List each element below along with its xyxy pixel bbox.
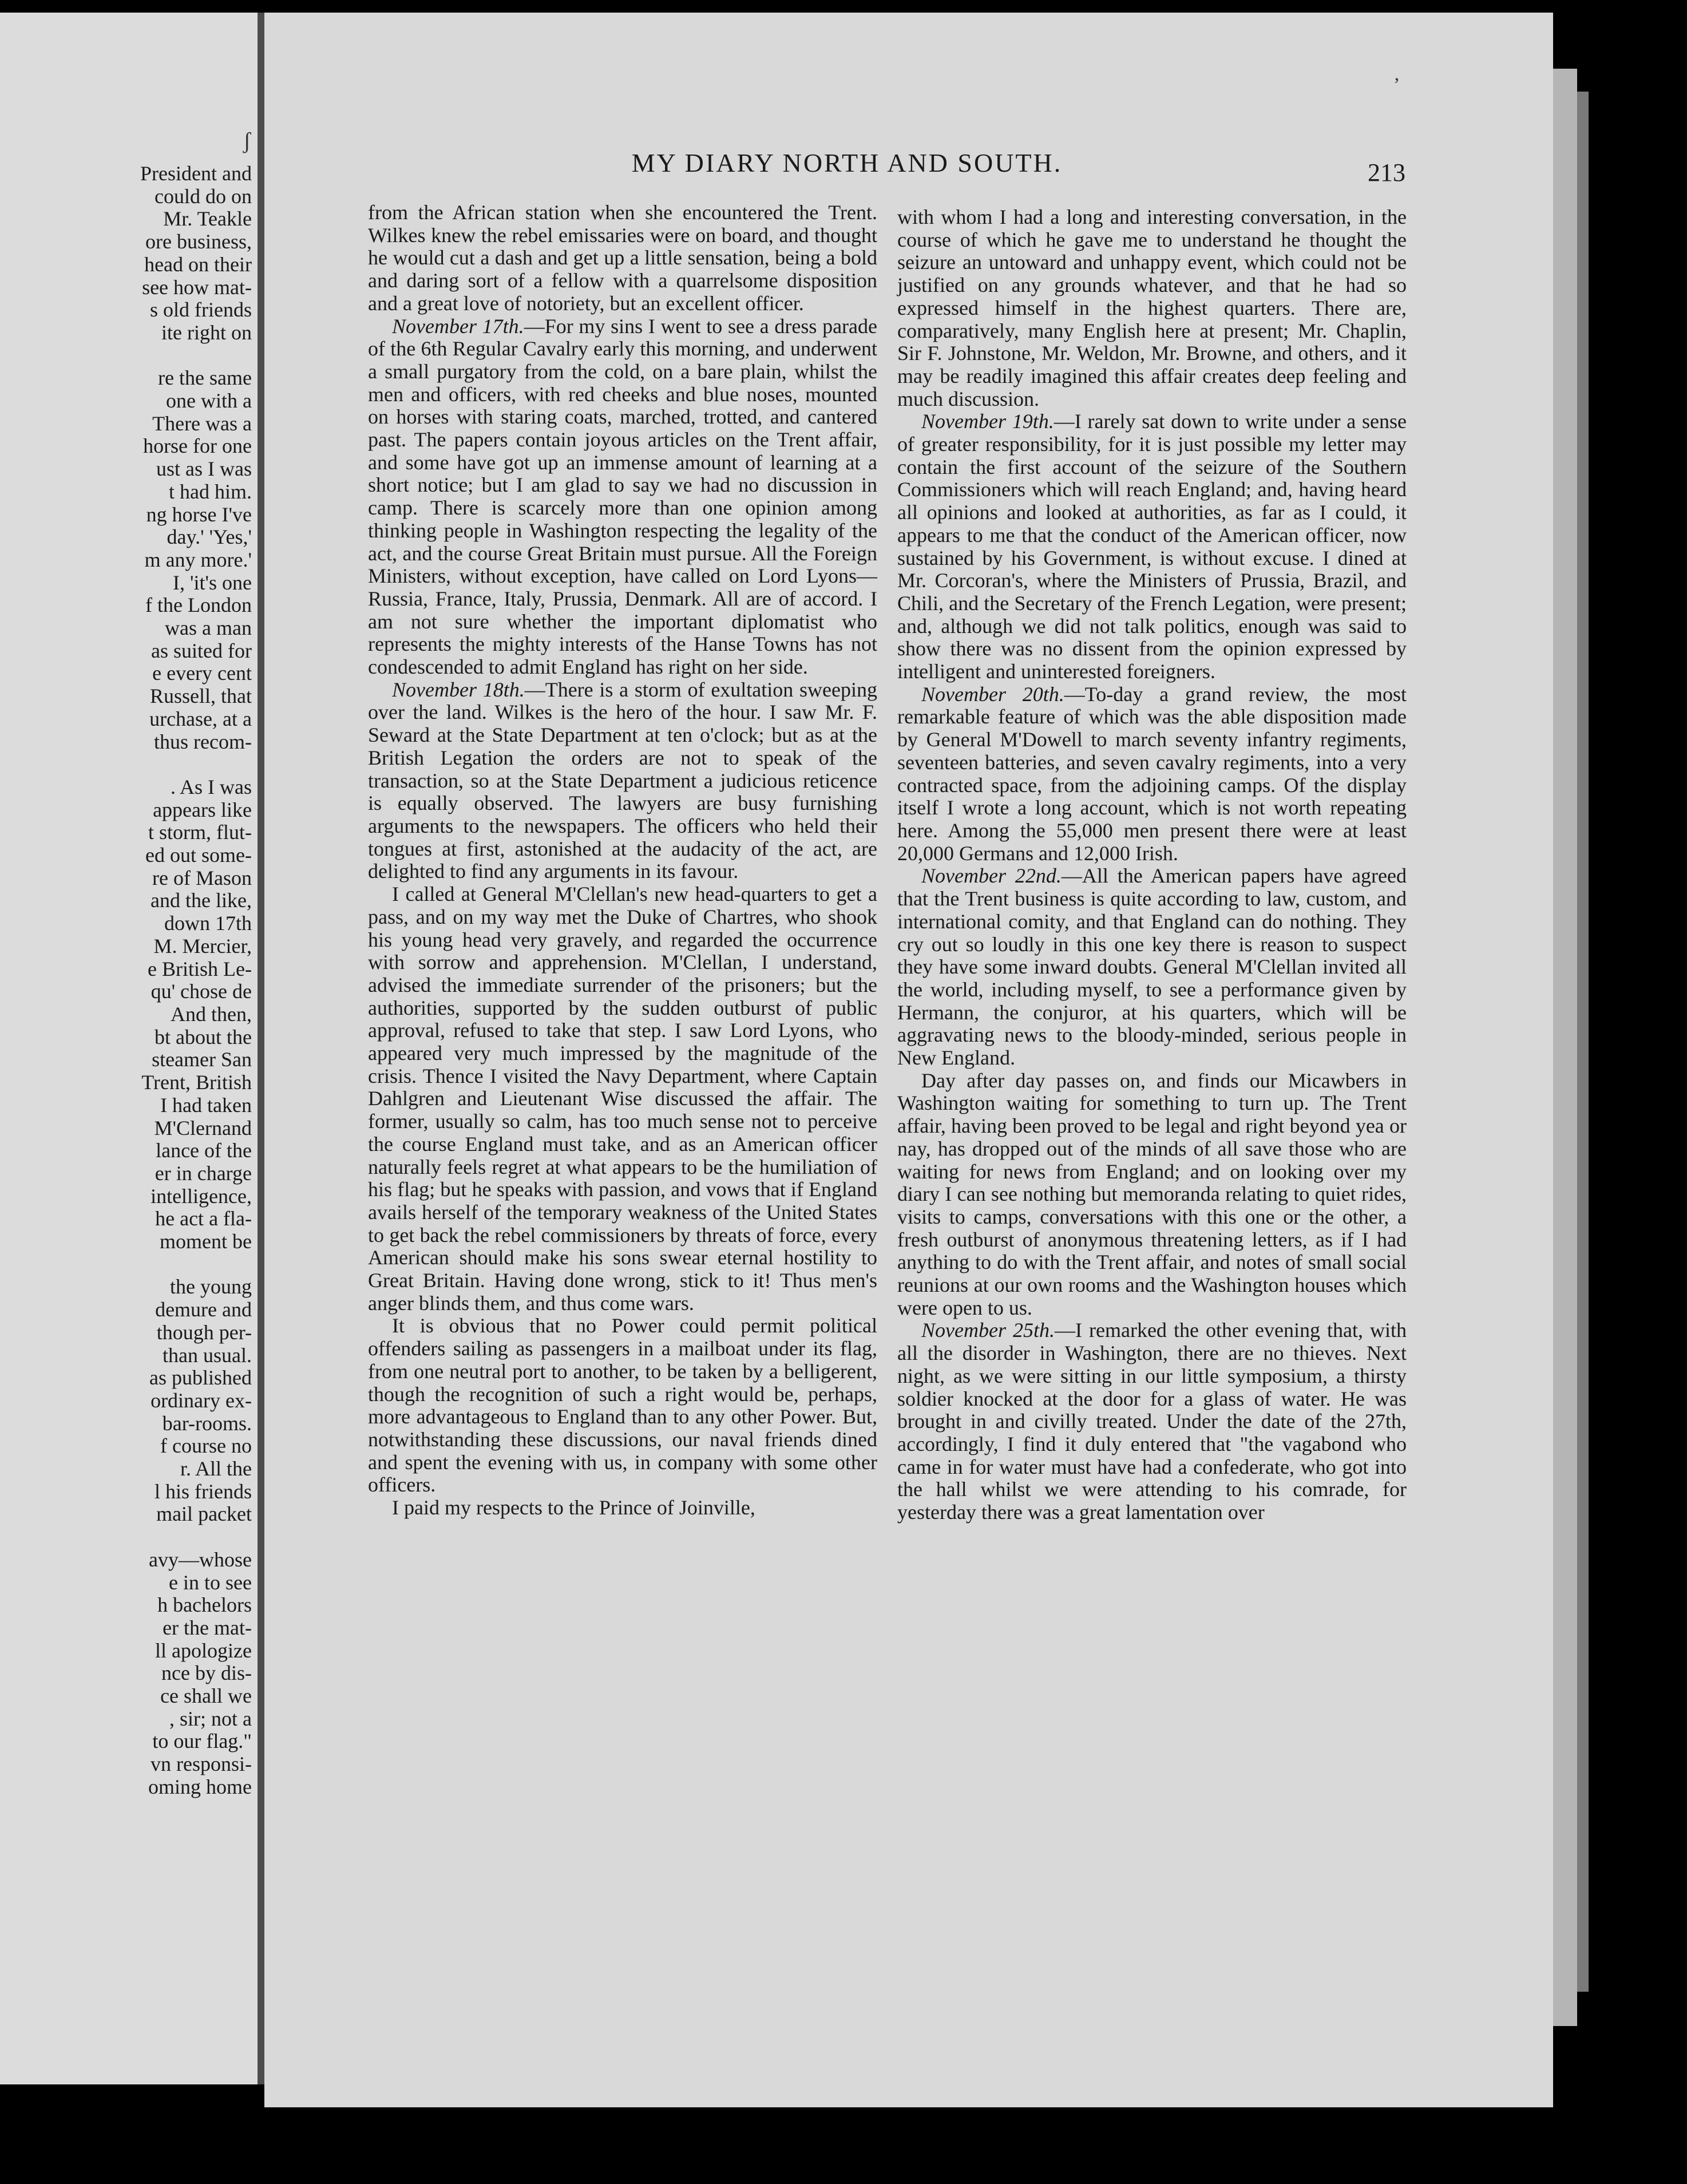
paragraph (368, 201, 877, 315)
running-head: MY DIARY NORTH AND SOUTH. (631, 148, 1063, 177)
diary-date: November 25th. (921, 1319, 1055, 1342)
diary-date: November 19th. (921, 410, 1054, 433)
facing-page-line: ll apologize (155, 1639, 252, 1662)
facing-page-line: one with a (166, 389, 252, 413)
margin-mark: ʼ (1393, 74, 1400, 96)
paragraph-text: —To-day a grand review, the most remarkable feature of which was the able disposition made by General M'Dowell to march seventy infantry regiments, seventeen batteries, and seven cavalry regiments, into a very contracted space, from the adjoining camps. Of the display itself I wrote a long account, which is not worth repeating here. Among the 55,000 men present there were at least 20,000 Germans and 12,000 Irish. (897, 682, 1407, 865)
facing-page-line: demure and (155, 1298, 252, 1322)
facing-page-line: bt about the (155, 1025, 252, 1049)
facing-page-line: could do on (155, 184, 252, 208)
facing-page-line: M. Mercier, (153, 934, 252, 958)
facing-page-line: I had taken (160, 1093, 252, 1117)
facing-page-line: down 17th (164, 912, 252, 935)
facing-page-line: t had him. (169, 480, 252, 503)
facing-page-line: lance of the (156, 1139, 252, 1162)
facing-page-line: nce by dis- (161, 1661, 252, 1685)
facing-page-line: h bachelors (157, 1593, 252, 1617)
facing-page-line: . As I was (171, 775, 252, 798)
facing-page-line: head on their (144, 252, 252, 276)
facing-page-line: oming home (148, 1775, 252, 1798)
facing-page-line: vn responsi- (151, 1752, 252, 1776)
paragraph-text: from the African station when she encountered the Trent. Wilkes knew the rebel emissaries were on board, and thought he would cut a dash and get up a little sensation, being a bold and daring sort of a fellow with a quarrelsome disposition and a great love of notoriety, but an excellent officer. (368, 201, 877, 315)
facing-page-line: f course no (160, 1434, 252, 1458)
paragraph (897, 410, 1407, 683)
paragraph-text: with whom I had a long and interesting conversation, in the course of which he gave me to understand he thought the seizure an untoward and unhappy event, which could not be justified on any grounds whatever, and that he had so expressed himself in the highest quarters. There are, comparatively, many English here at present; Mr. Chaplin, Sir F. Johnstone, Mr. Weldon, Mr. Browne, and others, and it may be readily imagined this affair creates deep feeling and much discussion. (897, 205, 1407, 410)
facing-page-line: And then, (171, 1002, 252, 1026)
text-column-left (368, 201, 877, 1520)
paragraph (897, 865, 1407, 1069)
paragraph-text: Day after day passes on, and finds our Micawbers in Washington waiting for something to turn up. The Trent affair, having been proved to be legal and right beyond yea or nay, has dropped out of the minds of all save those who are waiting for news from England; and on looking over my diary I can see nothing but memoranda relating to quiet rides, visits to camps, conversations with this one or the other, a fresh outburst of anonymous threatening letters, as if I had anything to do with the Trent affair, and notes of small social reunions at our own rooms and the Washington houses which were open to us. (897, 1069, 1407, 1319)
facing-page-line: M'Clernand (154, 1116, 252, 1140)
paragraph-text: —For my sins I went to see a dress parade of the 6th Regular Cavalry early this morning, and underwent a small purgatory from the cold, on a bare plain, whilst the men and officers, with red cheeks and blue noses, mounted on horses with staring coats, marched, trotted, and cantered past. The papers contain joyous articles on the Trent affair, and some have got up an immense amount of learning at a short notice; but I am glad to say we had no discussion in camp. There is scarcely more than one opinion among thinking people in Washington respecting the legality of the act, and the course Great Britain must pursue. All the Foreign Ministers, without exception, have called on Lord Lyons—Russia, France, Italy, Prussia, Denmark. All are of accord. I am not sure whether the important diplomatist who represents the mighty interests of the Hanse Towns has not condescended to admit England has right on her side. (368, 314, 877, 679)
paragraph (368, 679, 877, 883)
facing-page-line: day.' 'Yes,' (167, 525, 252, 549)
facing-page-line: re the same (158, 366, 252, 390)
diary-date: November 17th. (392, 314, 524, 338)
facing-page-line: the young (170, 1275, 252, 1299)
facing-page-line: as published (149, 1366, 252, 1390)
diary-date: November 20th. (921, 682, 1064, 706)
paragraph-text: —There is a storm of exultation sweeping over the land. Wilkes is the hero of the hour. I saw Mr. F. Seward at the State Department at ten o'clock; but as at the British Legation the orders are not to speak of the transaction, so at the State Department a judicious reticence is equally observed. The lawyers are busy furnishing arguments to the newspapers. The officers who held their tongues at first, astonished at the audacity of the act, are delighted to find any arguments in its favour. (368, 678, 877, 883)
paragraph (368, 1497, 877, 1520)
facing-page-line: as suited for (151, 639, 252, 662)
diary-date: November 18th. (392, 678, 525, 701)
facing-page-line: ed out some- (145, 844, 252, 867)
paragraph-text: I called at General M'Clellan's new head-quarters to get a pass, and on my way met the Duke of Chartres, who shook his young head very gravely, and regarded the occurrence with sorrow and apprehension. M'Clellan, I understand, advised the immediate surrender of the prisoners; but the authorities, supported by the sudden outburst of public approval, refused to take that step. I saw Lord Lyons, who appeared very much impressed by the magnitude of the crisis. Thence I visited the Navy Department, where Captain Dahlgren and Lieutenant Wise discussed the affair. The former, usually so calm, has too much sense not to perceive the course England must take, and as an American officer naturally feels regret at what appears to be the humiliation of his flag; but he speaks with passion, and vows that if England avails herself of the temporary weakness of the United States to get back the rebel commissioners by threats of force, every American should make his sons swear eternal hostility to Great Britain. Having done wrong, stick to it! Thus men's anger blinds them, and thus come wars. (368, 883, 877, 1315)
facing-page-line: l his friends (155, 1479, 252, 1503)
book-gutter (258, 13, 264, 2084)
facing-page-line: re of Mason (152, 866, 252, 889)
paragraph-text: —I rarely sat down to write under a sense of greater responsibility, for it is just possible my letter may contain the first account of the seizure of the Southern Commissioners which will reach England; and, having heard all opinions and looked at authorities, as far as I could, it appears to me that the conduct of the American officer, now sustained by his Government, is without excuse. I dined at Mr. Corcoran's, where the Ministers of Prussia, Brazil, and Chili, and the Secretary of the French Legation, were present; and, although we did not talk politics, enough was said to show there was no dissent from the opinion expressed by intelligent and uninterested foreigners. (897, 410, 1407, 683)
facing-page-line: he act a fla- (155, 1207, 252, 1231)
facing-page-line: thus recom- (154, 730, 252, 753)
facing-page-line: see how mat- (142, 275, 252, 299)
facing-page-line: r. All the (180, 1457, 252, 1481)
facing-page-blank-line (0, 1526, 252, 1549)
facing-page-blank-line (0, 345, 252, 367)
paragraph-text: —I remarked the other evening that, with all the disorder in Washington, there are no thieves. Next night, as we were sitting in our little symposium, a thirsty soldier knocked at the door for a glass of water. He was brought in and civilly treated. Under the date of the 27th, accordingly, I find it duly entered that "the vagabond who came in for water must have had a confederate, who got into the hall whilst we were attending to his comrade, for yesterday there was a great lamentation over (897, 1319, 1407, 1524)
facing-page-line: bar-rooms. (162, 1411, 252, 1435)
paragraph (897, 1319, 1407, 1524)
facing-page-line: urchase, at a (149, 707, 252, 730)
page-number: 213 (1368, 159, 1405, 187)
facing-page-line: ite right on (161, 321, 252, 344)
paragraph (368, 1315, 877, 1497)
facing-page-line: Russell, that (150, 685, 252, 708)
facing-page-line: e every cent (152, 662, 252, 685)
margin-mark: ʃ (243, 128, 251, 153)
facing-page-line: ust as I was (156, 457, 252, 481)
text-column-right (897, 206, 1407, 1524)
facing-page-line: Trent, British (141, 1071, 252, 1094)
facing-page-line: appears like (153, 798, 252, 821)
facing-page-blank-line (0, 1253, 252, 1276)
facing-page-line: ordinary ex- (151, 1388, 252, 1412)
facing-page-line: though per- (156, 1320, 252, 1344)
facing-page-line: than usual. (163, 1343, 252, 1367)
facing-page-line: qu' chose de (151, 980, 252, 1003)
paragraph (897, 206, 1407, 410)
facing-page-line: Mr. Teakle (163, 207, 252, 231)
facing-page-line: to our flag." (152, 1730, 252, 1753)
facing-page-text (0, 163, 252, 1799)
facing-page-line: , sir; not a (169, 1707, 252, 1730)
page-edge (1553, 69, 1577, 2026)
facing-page-line: ng horse I've (146, 503, 252, 526)
facing-page-line: and the like, (151, 889, 252, 912)
facing-page-line: was a man (165, 616, 252, 640)
facing-page-line: s old friends (150, 298, 252, 322)
paragraph (897, 1070, 1407, 1320)
paragraph (368, 315, 877, 679)
facing-page-line: horse for one (143, 434, 252, 458)
facing-page-line: There was a (152, 412, 252, 435)
facing-page-line: m any more.' (144, 548, 252, 571)
facing-page-line: moment be (160, 1230, 252, 1253)
diary-date: November 22nd. (921, 864, 1062, 888)
facing-page-line: f the London (145, 594, 252, 617)
facing-page-line: er in charge (155, 1161, 252, 1185)
paragraph-text: It is obvious that no Power could permit political offenders sailing as passengers in a mailboat under its flag, from one neutral port to another, to be taken by a belligerent, though the recognition of such a right would be, perhaps, more advantageous to England than to any other Power. But, notwithstanding these discussions, our naval friends dined and spent the evening with us, in company with some other officers. (368, 1314, 877, 1497)
facing-page-line: avy—whose (149, 1548, 252, 1571)
paragraph-text: —All the American papers have agreed that the Trent business is quite according to law, custom, and international comity, and that England can do nothing. They cry out so loudly in this one key there is reason to suspect they have some inward doubts. General M'Clellan invited all the world, including myself, to see a performance given by Hermann, the conjuror, at his quarters, which will be aggravating news to the bloody-minded, serious people in New England. (897, 864, 1407, 1070)
paragraph (368, 883, 877, 1315)
facing-page-line: steamer San (152, 1048, 252, 1071)
facing-page-line: t storm, flut- (148, 821, 252, 844)
facing-page-line: er the mat- (163, 1616, 252, 1639)
paragraph (897, 683, 1407, 865)
paragraph-text: I paid my respects to the Prince of Joinville, (392, 1496, 755, 1520)
facing-page-blank-line (0, 753, 252, 776)
facing-page-fragment (0, 13, 258, 2084)
facing-page-line: ore business, (145, 230, 252, 254)
facing-page-line: President and (140, 162, 252, 185)
page-edge-shadow (1577, 92, 1589, 1992)
facing-page-line: intelligence, (151, 1184, 252, 1208)
facing-page-line: mail packet (156, 1502, 252, 1526)
facing-page-line: I, 'it's one (173, 571, 252, 594)
facing-page-line: ce shall we (160, 1684, 252, 1708)
facing-page-line: e in to see (169, 1570, 252, 1594)
facing-page-line: e British Le- (148, 957, 252, 980)
